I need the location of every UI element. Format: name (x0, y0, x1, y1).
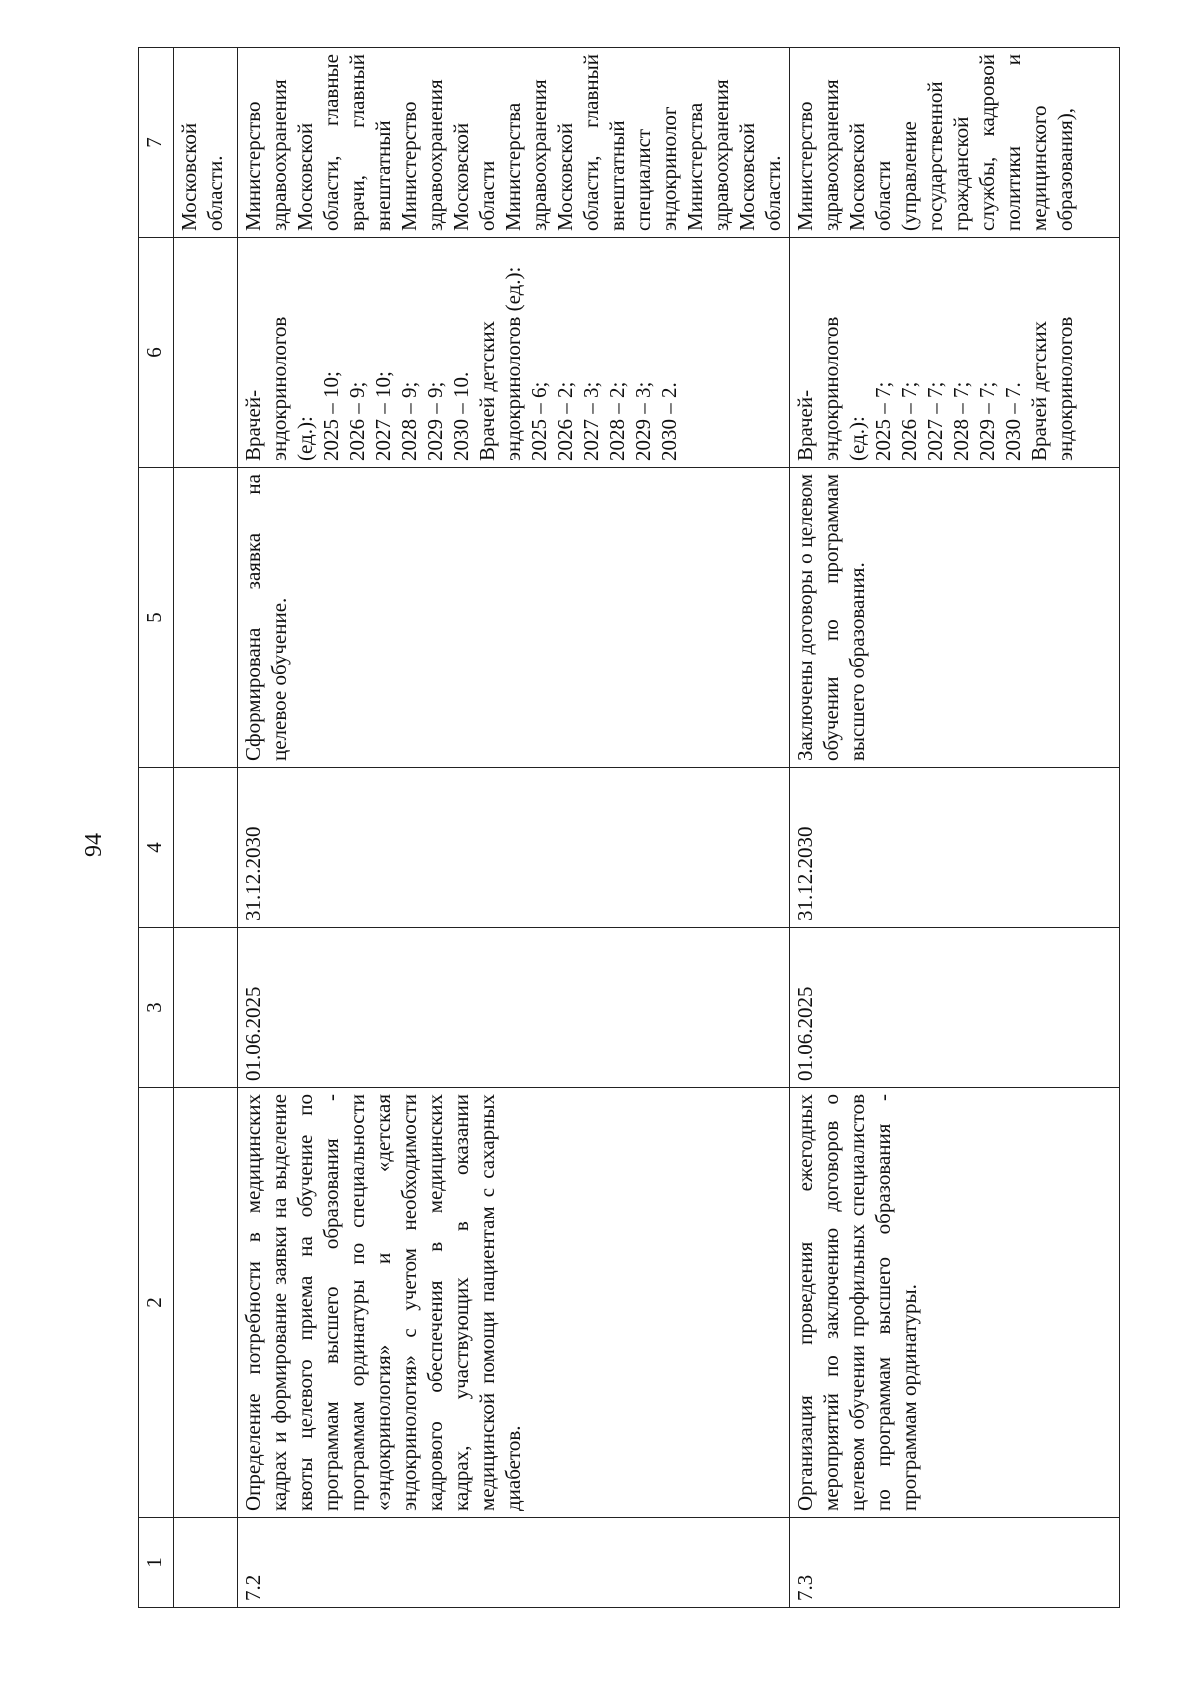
responsible-party: Министерство здравоохранения Московской области, главные врачи, главный внештатный Министерство здравоохранения Московской области Министерства здравоохранения Московской области, главный внештатный специалист эндокринолог Министерства здравоохранения Московской области. (238, 48, 790, 238)
continuation-responsible: Московской области. (174, 48, 238, 238)
column-header: 5 (139, 468, 174, 768)
measure-description: Определение потребности в медицинских кадрах и формирование заявки на выделение квоты целевого приема на обучение по программам высшего образования - программам ординатуры по специальности «эндокринология» и «детская эндокринология» с учетом необходимости кадрового обеспечения в медицинских кадрах, участвующих в оказании медицинской помощи пациентам с сахарных диабетов. (238, 1088, 790, 1518)
column-header: 2 (139, 1088, 174, 1518)
row-number: 7.3 (790, 1518, 1120, 1608)
column-header: 3 (139, 928, 174, 1088)
table-row (238, 48, 790, 1608)
table-row (790, 48, 1120, 1608)
target-indicators: Врачей- эндокринологов (ед.): 2025 – 7; 2026 – 7; 2027 – 7; 2028 – 7; 2029 – 7; 2030 – 7. Врачей детских эндокринологов (790, 238, 1120, 468)
column-header: 7 (139, 48, 174, 238)
end-date: 31.12.2030 (238, 768, 790, 928)
column-number-row (139, 48, 174, 1608)
page-number: 94 (81, 833, 107, 857)
column-header: 6 (139, 238, 174, 468)
column-header: 4 (139, 768, 174, 928)
start-date: 01.06.2025 (790, 928, 1120, 1088)
measures-table (138, 47, 1120, 1608)
target-indicators: Врачей- эндокринологов (ед.): 2025 – 10; 2026 – 9; 2027 – 10; 2028 – 9; 2029 – 9; 2030 – 10. Врачей детских эндокринологов (ед.): 2025 – 6; 2026 – 2; 2027 – 3; 2028 – 2; 2029 – 3; 2030 – 2. (238, 238, 790, 468)
column-header: 1 (139, 1518, 174, 1608)
rotated-page-content (138, 48, 1158, 1608)
expected-result: Сформирована заявка на целевое обучение. (238, 468, 790, 768)
start-date: 01.06.2025 (238, 928, 790, 1088)
end-date: 31.12.2030 (790, 768, 1120, 928)
responsible-party: Министерство здравоохранения Московской области (управление государственной гражданской службы, кадровой политики и медицинского образования), (790, 48, 1120, 238)
row-number: 7.2 (238, 1518, 790, 1608)
measure-description: Организация проведения ежегодных мероприятий по заключению договоров о целевом обучении профильных специалистов по программам высшего образования - программам ординатуры. (790, 1088, 1120, 1518)
expected-result: Заключены договоры о целевом обучении по программам высшего образования. (790, 468, 1120, 768)
continuation-row (174, 48, 238, 1608)
